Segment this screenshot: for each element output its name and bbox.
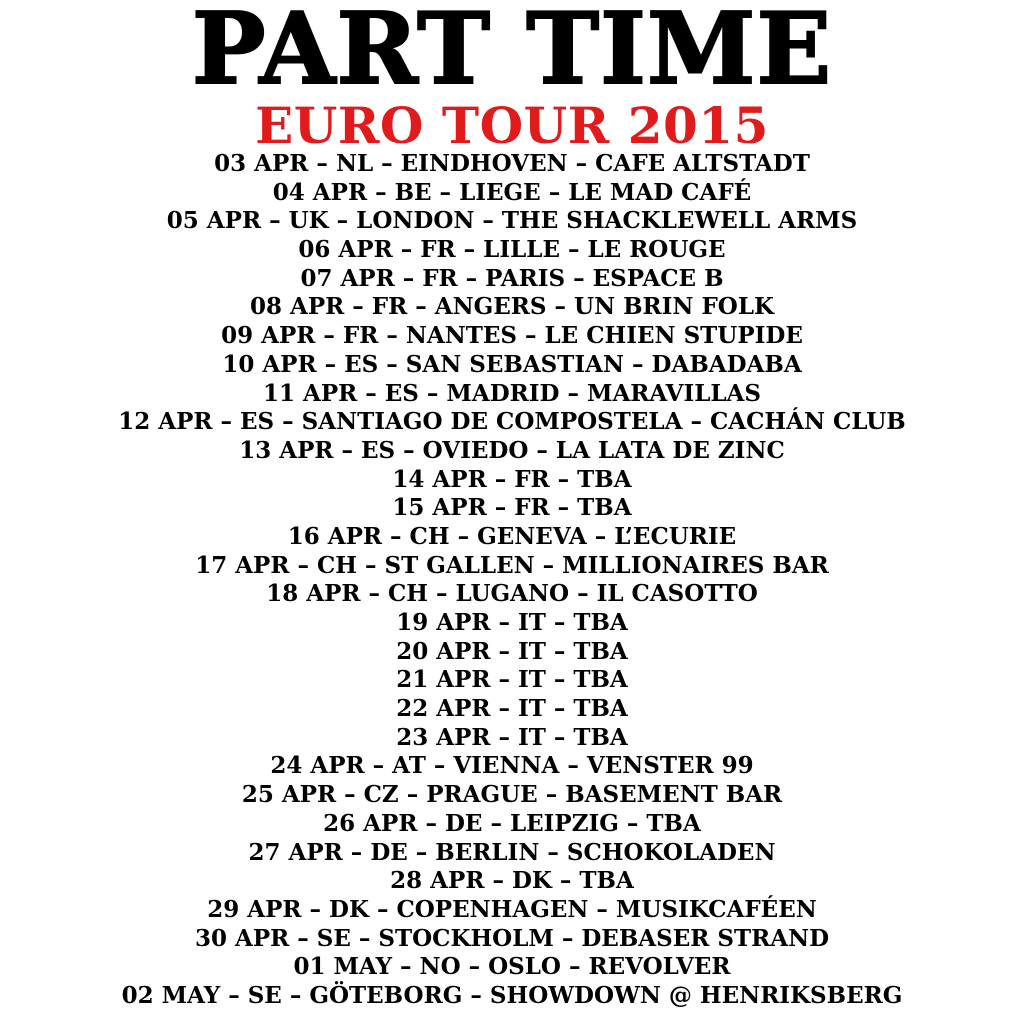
tour-date: 05 APR – UK – LONDON – THE SHACKLEWELL ARMS bbox=[166, 207, 858, 235]
tour-date: 02 MAY – SE – GÖTEBORG – SHOWDOWN @ HENRIKSBERG bbox=[121, 981, 903, 1009]
tour-date: 07 APR – FR – PARIS – ESPACE B bbox=[300, 264, 724, 292]
tour-date: 22 APR – IT – TBA bbox=[396, 695, 628, 723]
tour-date: 17 APR – CH – ST GALLEN – MILLIONAIRES BAR bbox=[195, 551, 829, 579]
tour-date: 19 APR – IT – TBA bbox=[396, 609, 628, 636]
tour-date: 26 APR – DE – LEIPZIG – TBA bbox=[323, 809, 701, 837]
tour-date: 20 APR – IT – TBA bbox=[396, 637, 628, 665]
tour-date: 15 APR – FR – TBA bbox=[392, 494, 632, 522]
tour-date: 30 APR – SE – STOCKHOLM – DEBASER STRAND bbox=[194, 924, 830, 952]
tour-title: EURO TOUR 2015 bbox=[255, 96, 769, 155]
tour-date: 13 APR – ES – OVIEDO – LA LATA DE ZINC bbox=[239, 436, 785, 464]
tour-date: 06 APR – FR – LILLE – LE ROUGE bbox=[298, 236, 726, 264]
tour-date: 14 APR – FR – TBA bbox=[392, 465, 632, 493]
tour-date: 09 APR – FR – NANTES – LE CHIEN STUPIDE bbox=[221, 322, 803, 350]
tour-date: 28 APR – DK – TBA bbox=[390, 867, 634, 895]
tour-date: 23 APR – IT – TBA bbox=[396, 723, 628, 751]
tour-date: 03 APR – NL – EINDHOVEN – CAFE ALTSTADT bbox=[214, 150, 810, 177]
tour-date: 18 APR – CH – LUGANO – IL CASOTTO bbox=[266, 580, 758, 608]
tour-date: 29 APR – DK – COPENHAGEN – MUSIKCAFÉEN bbox=[207, 895, 817, 923]
tour-date: 24 APR – AT – VIENNA – VENSTER 99 bbox=[270, 752, 754, 780]
tour-date: 12 APR – ES – SANTIAGO DE COMPOSTELA – CACHÁN CLUB bbox=[118, 408, 906, 436]
tour-dates-list bbox=[0, 150, 1024, 1011]
tour-date: 16 APR – CH – GENEVA – L’ECURIE bbox=[287, 522, 737, 550]
tour-date: 27 APR – DE – BERLIN – SCHOKOLADEN bbox=[248, 838, 776, 866]
tour-date: 21 APR – IT – TBA bbox=[396, 666, 628, 694]
tour-date: 04 APR – BE – LIEGE – LE MAD CAFÉ bbox=[272, 178, 752, 206]
band-name: PART TIME bbox=[191, 0, 833, 107]
tour-date: 01 MAY – NO – OSLO – REVOLVER bbox=[293, 953, 731, 981]
tour-date: 10 APR – ES – SAN SEBASTIAN – DABADABA bbox=[222, 350, 802, 378]
tour-date: 11 APR – ES – MADRID – MARAVILLAS bbox=[262, 379, 761, 407]
tour-date: 08 APR – FR – ANGERS – UN BRIN FOLK bbox=[250, 293, 774, 321]
tour-date: 25 APR – CZ – PRAGUE – BASEMENT BAR bbox=[241, 781, 783, 809]
